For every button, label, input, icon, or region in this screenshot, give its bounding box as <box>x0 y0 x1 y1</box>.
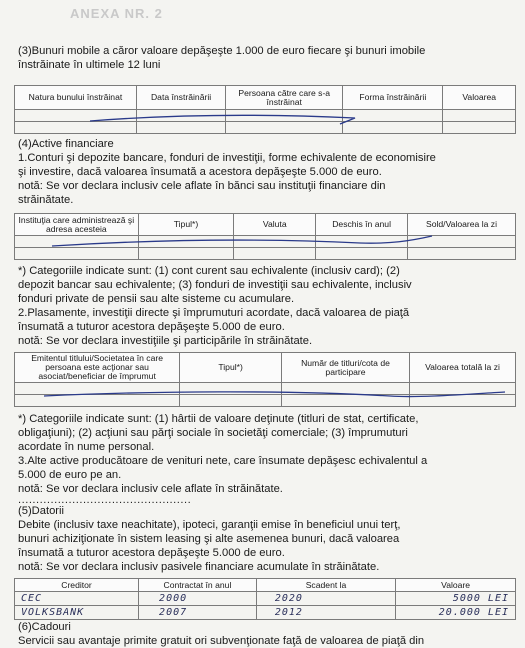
creditor-cell: VOLKSBANK <box>15 606 139 620</box>
p2-line1: 2.Plasamente, investiţii directe şi împrumuturi acordate, dacă valoarea de piaţă <box>18 307 410 319</box>
contractat-cell: 2000 <box>139 592 257 606</box>
table-row <box>15 606 516 620</box>
sec4-title: (4)Active financiare <box>18 138 114 150</box>
table-row <box>15 110 516 122</box>
col-valuta: Valuta <box>234 214 316 236</box>
sec3-title-line1: (3)Bunuri mobile a căror valoare depăşeşte 1.000 de euro fiecare şi bunuri imobile <box>18 45 426 57</box>
col-creditor: Creditor <box>15 579 139 592</box>
col-forma: Forma înstrăinării <box>343 86 443 110</box>
sec5-title: (5)Datorii <box>18 505 65 517</box>
col-numar: Număr de titluri/cota de participare <box>281 353 409 383</box>
cat1-line3: fonduri private de pensii sau alte sisteme cu acumulare. <box>18 293 295 305</box>
sec5-p-line1: Debite (inclusiv taxe neachitate), ipoteci, garanţii emise în beneficiul unui terţ, <box>18 519 401 531</box>
p3-line2: 5.000 de euro pe an. <box>18 469 122 481</box>
faint-header: ANEXA NR. 2 <box>70 6 163 21</box>
table-row <box>15 383 516 395</box>
p2-line2: însumată a tuturor acestora depăşeşte 5.000 de euro. <box>18 321 285 333</box>
cat2-line1: *) Categoriile indicate sunt: (1) hârtii de valoare deţinute (titluri de stat, certificate, <box>18 413 419 425</box>
col-sold: Sold/Valoarea la zi <box>408 214 516 236</box>
col-tipul-2: Tipul*) <box>180 353 282 383</box>
cat2-line2: obligaţiuni); (2) acţiuni sau părţi sociale în societăţi comerciale; (3) împrumuturi <box>18 427 408 439</box>
sec4-p1-note-line2: străinătate. <box>18 194 74 206</box>
sec6-p-line1: Servicii sau avantaje primite gratuit ori subvenţionate faţă de valoarea de piaţă din <box>18 635 425 647</box>
col-tipul: Tipul*) <box>138 214 234 236</box>
investments-table <box>14 352 516 407</box>
table-row <box>15 395 516 407</box>
sec3-title-line2: înstrăinate în ultimele 12 luni <box>18 59 161 71</box>
col-scadent: Scadent la <box>256 579 395 592</box>
p2-note: notă: Se vor declara investiţiile şi participările în străinătate. <box>18 335 313 347</box>
col-valoare: Valoare <box>396 579 516 592</box>
bank-accounts-table <box>14 213 516 260</box>
debts-table <box>14 578 516 620</box>
table-row <box>15 592 516 606</box>
sec5-note: notă: Se vor declara inclusiv pasivele financiare acumulate în străinătate. <box>18 561 380 573</box>
col-valoarea-totala: Valoarea totală la zi <box>409 353 515 383</box>
valoare-cell: 20.000 LEI <box>396 606 516 620</box>
cat2-line3: acordate în nume personal. <box>18 441 155 453</box>
col-data: Data înstrăinării <box>136 86 225 110</box>
alienated-goods-table <box>14 85 516 134</box>
cat1-line2: depozit bancar sau echivalente; (3) fonduri de investiţii sau echivalente, inclusiv <box>18 279 412 291</box>
scadent-cell: 2012 <box>256 606 395 620</box>
sec5-p-line2: bunuri achiziţionate în sistem leasing şi alte asemenea bunuri, dacă valoarea <box>18 533 400 545</box>
dotted-line: ................................................ <box>18 494 192 506</box>
sec4-p1-line1: 1.Conturi şi depozite bancare, fonduri de investiţii, forme echivalente de economisire <box>18 152 436 164</box>
cat1-line1: *) Categoriile indicate sunt: (1) cont curent sau echivalente (inclusiv card); (2) <box>18 265 400 277</box>
contractat-cell: 2007 <box>139 606 257 620</box>
p3-note: notă: Se vor declara inclusiv cele aflate în străinătate. <box>18 483 283 495</box>
col-institutia: Instituţia care administrează şi adresa acesteia <box>15 214 139 236</box>
col-valoarea: Valoarea <box>443 86 516 110</box>
sec5-p-line3: însumată a tuturor acestora depăşeşte 5.000 de euro. <box>18 547 285 559</box>
col-contractat: Contractat în anul <box>139 579 257 592</box>
sec4-p1-line2: şi investire, dacă valoarea însumată a acestora depăşeşte 5.000 de euro. <box>18 166 382 178</box>
table-row <box>15 236 516 248</box>
sec6-title: (6)Cadouri <box>18 621 71 633</box>
col-persoana: Persoana către care s-a înstrăinat <box>226 86 343 110</box>
scadent-cell: 2020 <box>256 592 395 606</box>
creditor-cell: CEC <box>15 592 139 606</box>
col-emitentul: Emitentul titlului/Societatea în care persoana este acţionar sau asociat/beneficiar de împrumut <box>15 353 180 383</box>
p3-line1: 3.Alte active producătoare de venituri nete, care însumate depăşesc echivalentul a <box>18 455 428 467</box>
valoare-cell: 5000 LEI <box>396 592 516 606</box>
col-natura: Natura bunului înstrăinat <box>15 86 137 110</box>
col-deschis: Deschis în anul <box>316 214 408 236</box>
table-row <box>15 122 516 134</box>
table-row <box>15 248 516 260</box>
sec4-p1-note-line1: notă: Se vor declara inclusiv cele aflate în bănci sau instituţii financiare din <box>18 180 386 192</box>
